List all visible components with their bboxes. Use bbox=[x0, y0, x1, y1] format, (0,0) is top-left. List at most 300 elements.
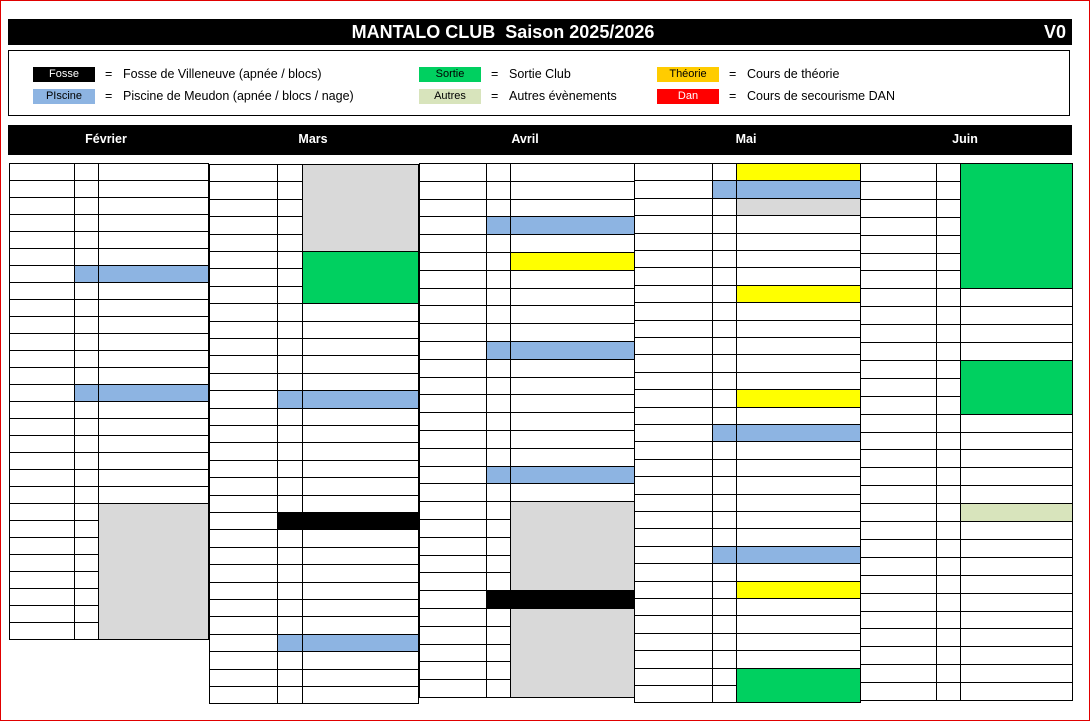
event-cell-empty-mars bbox=[302, 338, 419, 356]
event-cell-empty-juin bbox=[960, 306, 1073, 325]
day-name-fevrier bbox=[9, 452, 75, 470]
event-cell-empty-fevrier bbox=[98, 333, 209, 351]
day-name-mars bbox=[209, 547, 278, 565]
day-number-mars bbox=[277, 408, 303, 426]
day-name-fevrier bbox=[9, 520, 75, 538]
day-name-fevrier bbox=[9, 435, 75, 453]
event-cell-empty-mai bbox=[736, 476, 861, 495]
event-piscine-avril bbox=[510, 466, 635, 484]
event-cell-empty-avril bbox=[510, 163, 635, 182]
day-number-juin bbox=[936, 467, 961, 486]
day-number-mai bbox=[712, 250, 737, 268]
day-name-mars bbox=[209, 512, 278, 530]
event-cell-empty-mars bbox=[302, 408, 419, 426]
day-name-mai bbox=[634, 581, 713, 599]
day-name-avril bbox=[419, 270, 487, 289]
event-cell-empty-mai bbox=[736, 528, 861, 547]
day-name-juin bbox=[860, 682, 937, 701]
day-number-juin bbox=[936, 414, 961, 433]
day-number-mars bbox=[277, 268, 303, 287]
day-number-mai bbox=[712, 633, 737, 651]
event-cell-empty-juin bbox=[960, 288, 1073, 307]
day-number-mars bbox=[277, 425, 303, 443]
day-number-mai bbox=[712, 441, 737, 460]
day-name-mai bbox=[634, 372, 713, 390]
event-cell-empty-juin bbox=[960, 449, 1073, 468]
day-number-juin bbox=[936, 593, 961, 612]
event-cell-empty-avril bbox=[510, 270, 635, 289]
day-number-mars bbox=[277, 216, 303, 235]
day-name-mai bbox=[634, 233, 713, 251]
event-cell-empty-fevrier bbox=[98, 316, 209, 334]
day-number-avril bbox=[486, 270, 511, 289]
day-name-mai bbox=[634, 407, 713, 425]
event-cell-empty-fevrier bbox=[98, 282, 209, 300]
event-cell-empty-avril bbox=[510, 323, 635, 342]
day-number-fevrier bbox=[74, 401, 99, 419]
day-name-mars bbox=[209, 686, 278, 704]
day-number-mai bbox=[712, 233, 737, 251]
event-cell-empty-mai bbox=[736, 233, 861, 251]
event-cell-empty-fevrier bbox=[98, 452, 209, 470]
day-name-mars bbox=[209, 564, 278, 583]
title-bar bbox=[8, 19, 1072, 45]
legend-swatch-autres: Autres bbox=[419, 89, 481, 104]
day-number-juin bbox=[936, 485, 961, 504]
day-number-mai bbox=[712, 424, 737, 442]
day-name-juin bbox=[860, 270, 937, 289]
day-name-avril bbox=[419, 483, 487, 502]
day-name-fevrier bbox=[9, 503, 75, 521]
day-number-avril bbox=[486, 590, 511, 609]
day-name-fevrier bbox=[9, 265, 75, 283]
legend-swatch-piscine: PIscine bbox=[33, 89, 95, 104]
event-cell-empty-avril bbox=[510, 181, 635, 200]
day-name-avril bbox=[419, 519, 487, 538]
day-name-mai bbox=[634, 494, 713, 512]
day-name-mai bbox=[634, 180, 713, 199]
day-name-mars bbox=[209, 373, 278, 391]
event-cell-empty-mars bbox=[302, 529, 419, 548]
day-number-mars bbox=[277, 199, 303, 217]
day-name-fevrier bbox=[9, 316, 75, 334]
day-name-fevrier bbox=[9, 622, 75, 640]
day-name-juin bbox=[860, 306, 937, 325]
event-cell-empty-mai bbox=[736, 372, 861, 390]
day-number-avril bbox=[486, 181, 511, 200]
event-cell-empty-mai bbox=[736, 441, 861, 460]
event-cell-empty-fevrier bbox=[98, 350, 209, 368]
day-name-mars bbox=[209, 408, 278, 426]
event-cell-empty-mars bbox=[302, 442, 419, 461]
day-name-mars bbox=[209, 651, 278, 670]
day-name-mars bbox=[209, 164, 278, 182]
day-number-mars bbox=[277, 251, 303, 269]
event-ferie-mai bbox=[736, 163, 861, 181]
day-name-fevrier bbox=[9, 231, 75, 249]
day-number-fevrier bbox=[74, 248, 99, 266]
event-cell-empty-mars bbox=[302, 669, 419, 687]
day-number-fevrier bbox=[74, 622, 99, 640]
event-cell-empty-fevrier bbox=[98, 401, 209, 419]
event-cell-empty-avril bbox=[510, 448, 635, 467]
legend-desc-dan: Cours de secourisme DAN bbox=[747, 89, 895, 103]
day-number-mai bbox=[712, 494, 737, 512]
day-number-juin bbox=[936, 235, 961, 254]
day-number-fevrier bbox=[74, 282, 99, 300]
month-header-fevrier: Février bbox=[85, 132, 127, 146]
event-piscine-mars bbox=[302, 390, 419, 409]
event-cell-empty-mai bbox=[736, 267, 861, 286]
day-number-avril bbox=[486, 234, 511, 253]
event-fosse-avril bbox=[510, 590, 635, 609]
day-number-juin bbox=[936, 181, 961, 200]
day-number-avril bbox=[486, 626, 511, 645]
day-name-mai bbox=[634, 563, 713, 582]
event-cell-empty-mars bbox=[302, 303, 419, 322]
event-cell-empty-fevrier bbox=[98, 248, 209, 266]
event-cell-empty-mai bbox=[736, 215, 861, 234]
day-number-mai bbox=[712, 267, 737, 286]
day-number-juin bbox=[936, 575, 961, 594]
day-number-mai bbox=[712, 389, 737, 408]
day-number-avril bbox=[486, 216, 511, 235]
event-cell-empty-mai bbox=[736, 511, 861, 529]
event-cell-empty-avril bbox=[510, 483, 635, 502]
event-piscine-avril bbox=[510, 216, 635, 235]
event-piscine-mai bbox=[736, 424, 861, 442]
legend-desc-theorie: Cours de théorie bbox=[747, 67, 840, 81]
day-number-avril bbox=[486, 377, 511, 395]
day-number-avril bbox=[486, 359, 511, 378]
event-ferie-mai bbox=[736, 389, 861, 408]
event-cell-empty-fevrier bbox=[98, 180, 209, 198]
legend-box bbox=[8, 50, 1070, 116]
day-name-mars bbox=[209, 234, 278, 252]
day-name-mars bbox=[209, 669, 278, 687]
day-number-juin bbox=[936, 288, 961, 307]
day-number-avril bbox=[486, 661, 511, 680]
day-number-mai bbox=[712, 337, 737, 355]
day-number-mars bbox=[277, 669, 303, 687]
event-cell-empty-fevrier bbox=[98, 299, 209, 317]
day-number-juin bbox=[936, 163, 961, 182]
day-name-juin bbox=[860, 467, 937, 486]
day-number-avril bbox=[486, 252, 511, 271]
day-name-fevrier bbox=[9, 537, 75, 555]
day-name-mai bbox=[634, 215, 713, 234]
event-cell-empty-fevrier bbox=[98, 214, 209, 232]
event-autres-juin bbox=[960, 503, 1073, 522]
event-piscine-avril bbox=[510, 341, 635, 360]
day-name-mars bbox=[209, 303, 278, 322]
event-cell-empty-avril bbox=[510, 234, 635, 253]
event-cell-empty-fevrier bbox=[98, 197, 209, 215]
day-name-avril bbox=[419, 288, 487, 306]
month-header-avril: Avril bbox=[511, 132, 539, 146]
day-number-fevrier bbox=[74, 265, 99, 283]
day-name-avril bbox=[419, 234, 487, 253]
day-number-mai bbox=[712, 581, 737, 599]
day-number-fevrier bbox=[74, 180, 99, 198]
legend-equals: = bbox=[105, 67, 113, 81]
event-cell-empty-mai bbox=[736, 302, 861, 321]
day-name-avril bbox=[419, 661, 487, 680]
day-number-avril bbox=[486, 608, 511, 627]
event-cell-empty-fevrier bbox=[98, 367, 209, 385]
day-number-mars bbox=[277, 286, 303, 304]
event-sortie-mars bbox=[302, 251, 419, 304]
day-number-mars bbox=[277, 390, 303, 409]
day-name-fevrier bbox=[9, 486, 75, 504]
month-header-mars: Mars bbox=[298, 132, 328, 146]
day-name-mai bbox=[634, 163, 713, 181]
day-name-fevrier bbox=[9, 605, 75, 623]
day-number-juin bbox=[936, 521, 961, 540]
event-cell-empty-avril bbox=[510, 359, 635, 378]
day-name-avril bbox=[419, 377, 487, 395]
event-cell-empty-fevrier bbox=[98, 435, 209, 453]
day-number-juin bbox=[936, 324, 961, 343]
event-cell-empty-juin bbox=[960, 342, 1073, 361]
day-name-mars bbox=[209, 199, 278, 217]
day-number-fevrier bbox=[74, 537, 99, 555]
day-number-mars bbox=[277, 373, 303, 391]
day-name-fevrier bbox=[9, 180, 75, 198]
event-sortie-juin bbox=[960, 360, 1073, 415]
day-name-avril bbox=[419, 555, 487, 573]
day-number-avril bbox=[486, 394, 511, 413]
day-name-juin bbox=[860, 396, 937, 415]
day-number-avril bbox=[486, 305, 511, 324]
legend-swatch-dan: Dan bbox=[657, 89, 719, 104]
day-name-mai bbox=[634, 650, 713, 669]
event-cell-empty-juin bbox=[960, 467, 1073, 486]
event-cell-empty-juin bbox=[960, 628, 1073, 647]
day-number-mars bbox=[277, 181, 303, 200]
day-number-mai bbox=[712, 354, 737, 373]
day-number-fevrier bbox=[74, 350, 99, 368]
day-name-avril bbox=[419, 608, 487, 627]
day-name-mai bbox=[634, 424, 713, 442]
event-cell-empty-mai bbox=[736, 563, 861, 582]
legend-swatch-theorie: Théorie bbox=[657, 67, 719, 82]
day-name-fevrier bbox=[9, 350, 75, 368]
day-number-mars bbox=[277, 599, 303, 617]
day-name-avril bbox=[419, 252, 487, 271]
day-name-juin bbox=[860, 235, 937, 254]
day-number-mai bbox=[712, 372, 737, 390]
day-name-mai bbox=[634, 389, 713, 408]
day-name-avril bbox=[419, 216, 487, 235]
day-number-mai bbox=[712, 528, 737, 547]
day-name-mars bbox=[209, 181, 278, 200]
event-cell-empty-mars bbox=[302, 599, 419, 617]
day-number-avril bbox=[486, 199, 511, 217]
day-number-mai bbox=[712, 546, 737, 564]
day-name-fevrier bbox=[9, 571, 75, 589]
day-name-juin bbox=[860, 199, 937, 218]
day-name-avril bbox=[419, 644, 487, 662]
day-name-avril bbox=[419, 305, 487, 324]
day-name-juin bbox=[860, 485, 937, 504]
event-sortie-mai bbox=[736, 668, 861, 703]
event-cell-empty-mars bbox=[302, 477, 419, 496]
legend-desc-sortie: Sortie Club bbox=[509, 67, 571, 81]
event-cell-empty-juin bbox=[960, 593, 1073, 612]
event-vacances-fevrier bbox=[98, 503, 209, 640]
day-name-fevrier bbox=[9, 588, 75, 606]
event-cell-empty-juin bbox=[960, 539, 1073, 558]
day-name-mars bbox=[209, 390, 278, 409]
day-name-avril bbox=[419, 590, 487, 609]
day-name-avril bbox=[419, 323, 487, 342]
day-name-juin bbox=[860, 253, 937, 271]
event-cell-empty-juin bbox=[960, 485, 1073, 504]
event-cell-empty-juin bbox=[960, 682, 1073, 701]
day-number-mars bbox=[277, 442, 303, 461]
event-cell-empty-mars bbox=[302, 425, 419, 443]
day-number-fevrier bbox=[74, 299, 99, 317]
day-name-juin bbox=[860, 593, 937, 612]
day-number-mars bbox=[277, 477, 303, 496]
day-name-mai bbox=[634, 354, 713, 373]
day-name-juin bbox=[860, 628, 937, 647]
month-header-mai: Mai bbox=[735, 132, 757, 146]
event-cell-empty-mars bbox=[302, 495, 419, 513]
day-number-avril bbox=[486, 679, 511, 698]
event-ferie-mai bbox=[736, 285, 861, 303]
day-name-juin bbox=[860, 181, 937, 200]
day-name-avril bbox=[419, 466, 487, 484]
day-number-fevrier bbox=[74, 231, 99, 249]
day-number-mars bbox=[277, 634, 303, 652]
day-number-fevrier bbox=[74, 367, 99, 385]
day-number-avril bbox=[486, 412, 511, 431]
event-cell-empty-mai bbox=[736, 650, 861, 669]
day-number-mai bbox=[712, 215, 737, 234]
legend-equals: = bbox=[491, 67, 499, 81]
day-name-juin bbox=[860, 521, 937, 540]
day-number-avril bbox=[486, 341, 511, 360]
day-number-juin bbox=[936, 360, 961, 379]
day-number-mai bbox=[712, 163, 737, 181]
day-number-mai bbox=[712, 598, 737, 616]
day-name-juin bbox=[860, 539, 937, 558]
day-name-avril bbox=[419, 572, 487, 591]
day-name-fevrier bbox=[9, 282, 75, 300]
day-number-mai bbox=[712, 615, 737, 634]
day-name-fevrier bbox=[9, 197, 75, 215]
day-number-fevrier bbox=[74, 333, 99, 351]
day-name-juin bbox=[860, 432, 937, 450]
legend-desc-fosse: Fosse de Villeneuve (apnée / blocs) bbox=[123, 67, 322, 81]
event-cell-empty-mai bbox=[736, 320, 861, 338]
day-number-avril bbox=[486, 466, 511, 484]
event-cell-empty-juin bbox=[960, 575, 1073, 594]
day-number-juin bbox=[936, 664, 961, 683]
event-cell-empty-mai bbox=[736, 494, 861, 512]
day-number-avril bbox=[486, 323, 511, 342]
event-vacances-mai bbox=[736, 198, 861, 216]
day-name-mai bbox=[634, 337, 713, 355]
day-number-fevrier bbox=[74, 214, 99, 232]
day-name-mai bbox=[634, 615, 713, 634]
legend-swatch-fosse: Fosse bbox=[33, 67, 95, 82]
day-number-juin bbox=[936, 270, 961, 289]
day-name-avril bbox=[419, 412, 487, 431]
day-name-fevrier bbox=[9, 418, 75, 436]
day-number-fevrier bbox=[74, 469, 99, 487]
day-name-mars bbox=[209, 616, 278, 635]
month-header-bar bbox=[8, 125, 1072, 155]
day-number-mars bbox=[277, 686, 303, 704]
day-name-mai bbox=[634, 476, 713, 495]
event-cell-empty-mars bbox=[302, 355, 419, 374]
day-number-juin bbox=[936, 449, 961, 468]
day-name-juin bbox=[860, 449, 937, 468]
event-cell-empty-mars bbox=[302, 686, 419, 704]
event-cell-empty-mai bbox=[736, 407, 861, 425]
version-label: V0 bbox=[1043, 22, 1066, 42]
day-name-juin bbox=[860, 378, 937, 397]
day-number-avril bbox=[486, 644, 511, 662]
day-number-fevrier bbox=[74, 418, 99, 436]
day-name-mai bbox=[634, 546, 713, 564]
day-name-mars bbox=[209, 495, 278, 513]
event-ferie-mai bbox=[736, 581, 861, 599]
day-name-fevrier bbox=[9, 401, 75, 419]
day-number-juin bbox=[936, 378, 961, 397]
day-number-mars bbox=[277, 303, 303, 322]
day-name-mai bbox=[634, 441, 713, 460]
event-fosse-mars bbox=[302, 512, 419, 530]
event-cell-empty-mars bbox=[302, 616, 419, 635]
day-name-avril bbox=[419, 679, 487, 698]
day-number-avril bbox=[486, 537, 511, 556]
day-number-mars bbox=[277, 582, 303, 600]
event-cell-empty-fevrier bbox=[98, 231, 209, 249]
day-number-juin bbox=[936, 503, 961, 522]
day-name-fevrier bbox=[9, 333, 75, 351]
legend-equals: = bbox=[729, 67, 737, 81]
event-cell-empty-avril bbox=[510, 199, 635, 217]
event-cell-empty-juin bbox=[960, 646, 1073, 665]
day-name-avril bbox=[419, 341, 487, 360]
day-name-mai bbox=[634, 528, 713, 547]
day-number-mars bbox=[277, 651, 303, 670]
day-number-avril bbox=[486, 501, 511, 520]
day-name-fevrier bbox=[9, 299, 75, 317]
day-number-mars bbox=[277, 495, 303, 513]
day-name-mai bbox=[634, 267, 713, 286]
event-cell-empty-fevrier bbox=[98, 469, 209, 487]
day-number-juin bbox=[936, 432, 961, 450]
day-number-fevrier bbox=[74, 197, 99, 215]
day-name-avril bbox=[419, 448, 487, 467]
day-number-mai bbox=[712, 563, 737, 582]
day-number-juin bbox=[936, 396, 961, 415]
event-cell-empty-avril bbox=[510, 288, 635, 306]
day-number-avril bbox=[486, 555, 511, 573]
day-number-fevrier bbox=[74, 316, 99, 334]
day-name-mars bbox=[209, 599, 278, 617]
event-cell-empty-juin bbox=[960, 611, 1073, 629]
event-cell-empty-mars bbox=[302, 582, 419, 600]
day-name-juin bbox=[860, 217, 937, 236]
day-number-mars bbox=[277, 234, 303, 252]
day-number-mai bbox=[712, 407, 737, 425]
